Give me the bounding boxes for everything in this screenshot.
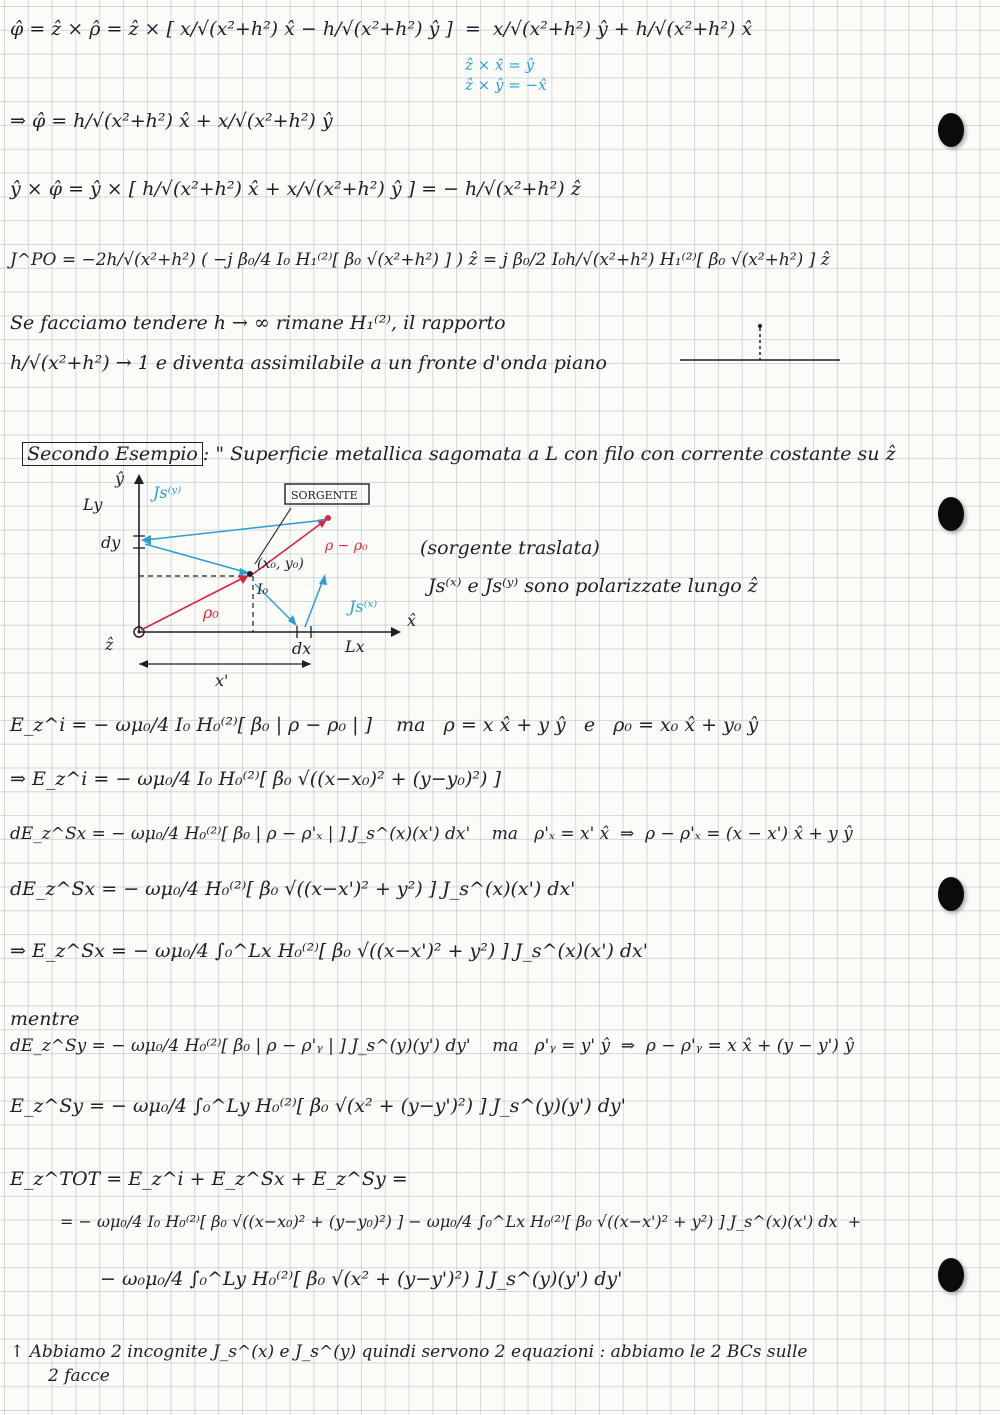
x-axis-label: x̂ [407,611,417,630]
ray-from-dx [305,580,323,627]
binder-hole-2 [938,497,964,531]
y-axis-label: ŷ [115,469,125,488]
jsy-label: Js⁽ʸ⁾ [153,483,182,502]
side-note-cross-2: ẑ × ŷ = −x̂ [465,76,547,94]
equation-phi-hat-cross: φ̂ = ẑ × ρ̂ = ẑ × [ x/√(x²+h²) x̂ − h/√(x²+h²) ŷ ] = x/√(x²+h²) ŷ + h/√(x²+h²) x̂ [10,18,753,40]
source-point [325,515,331,521]
rho-minus-rho0-label: ρ − ρ₀ [325,538,368,554]
equation-e-total-expanded-2: − ω₀μ₀/4 ∫₀^Ly H₀⁽²⁾[ β₀ √(x² + (y−y')²) ] J_s^(y)(y') dy' [100,1268,623,1290]
equation-e-incident-explicit: ⇒ E_z^i = − ωμ₀/4 I₀ H₀⁽²⁾[ β₀ √((x−x₀)² + (y−y₀)²) ] [10,768,501,790]
binder-hole-1 [938,113,964,147]
note-unknowns-continued: 2 facce [48,1366,110,1386]
source-label: SORGENTE [291,489,358,502]
word-mentre: mentre [10,1008,80,1030]
z-axis-label: ẑ [105,635,114,654]
ray-from-dy [145,544,245,572]
rho0-label: ρ₀ [203,603,219,622]
note-plane-wave: h/√(x²+h²) → 1 e diventa assimilabile a un fronte d'onda piano [10,352,607,374]
dx-label: dx [292,639,312,658]
equation-e-sx-integral: ⇒ E_z^Sx = − ωμ₀/4 ∫₀^Lx H₀⁽²⁾[ β₀ √((x−x')² + y²) ] J_s^(x)(x') dx' [10,940,648,962]
i0-label: I₀ [257,582,269,598]
ray-to-dy [145,520,325,540]
binder-hole-4 [938,1258,964,1292]
section-heading-line [10,420,940,466]
lx-label: Lx [345,637,365,656]
jsx-label: Js⁽ˣ⁾ [349,597,378,616]
equation-de-sx: dE_z^Sx = − ωμ₀/4 H₀⁽²⁾[ β₀ | ρ − ρ'ₓ | ] J_s^(x)(x') dx' ma ρ'ₓ = x' x̂ ⇒ ρ − ρ'ₓ = (x − x') x̂ + y ŷ [10,824,853,844]
source-i0-point [247,571,253,577]
diagram-caption-translated-source: (sorgente traslata) [420,537,600,559]
equation-e-incident: E_z^i = − ωμ₀/4 I₀ H₀⁽²⁾[ β₀ | ρ − ρ₀ | ] ma ρ = x x̂ + y ŷ e ρ₀ = x₀ x̂ + y₀ ŷ [10,714,759,736]
equation-e-total: E_z^TOT = E_z^i + E_z^Sx + E_z^Sy = [10,1168,408,1190]
y-axis-arrow [134,474,144,484]
side-note-cross-1: ẑ × x̂ = ŷ [465,56,535,74]
x-prime-label: x' [215,671,229,690]
binder-hole-3 [938,877,964,911]
equation-y-cross-phi: ŷ × φ̂ = ŷ × [ h/√(x²+h²) x̂ + x/√(x²+h²) ŷ ] = − h/√(x²+h²) ẑ [10,178,581,200]
section-heading-secondo-esempio: Secondo Esempio [22,442,203,466]
x0y0-label: (x₀, y₀) [257,556,304,572]
plane-wave-sketch [680,320,840,370]
equation-phi-hat-result: ⇒ φ̂ = h/√(x²+h²) x̂ + x/√(x²+h²) ŷ [10,110,333,132]
equation-de-sx-explicit: dE_z^Sx = − ωμ₀/4 H₀⁽²⁾[ β₀ √((x−x')² + y²) ] J_s^(x)(x') dx' [10,878,576,900]
note-limit-h: Se facciamo tendere h → ∞ rimane H₁⁽²⁾, il rapporto [10,312,506,334]
ly-label: Ly [83,495,103,514]
equation-e-sy-integral: E_z^Sy = − ωμ₀/4 ∫₀^Ly H₀⁽²⁾[ β₀ √(x² + (y−y')²) ] J_s^(y)(y') dy' [10,1095,626,1117]
rho0-vector [141,578,243,630]
dy-label: dy [101,533,121,552]
note-unknowns: ↑ Abbiamo 2 incognite J_s^(x) e J_s^(y) quindi servono 2 equazioni : abbiamo le 2 BCs sulle [10,1342,808,1362]
equation-e-total-expanded-1: = − ωμ₀/4 I₀ H₀⁽²⁾[ β₀ √((x−x₀)² + (y−y₀)²) ] − ωμ₀/4 ∫₀^Lx H₀⁽²⁾[ β₀ √((x−x')² + y²) ] J_s^(x)(x') dx + [60,1212,862,1231]
x-axis-arrow [391,627,401,637]
section-description: : " Superficie metallica sagomata a L con filo con corrente costante su ẑ [202,442,896,465]
equation-j-po: J^PO = −2h/√(x²+h²) ( −j β₀/4 I₀ H₁⁽²⁾[ β₀ √(x²+h²) ] ) ẑ = j β₀/2 I₀h/√(x²+h²) H₁⁽²⁾[ β₀ √(x²+h²) ] ẑ [10,250,830,270]
l-surface-diagram [83,469,440,697]
equation-de-sy: dE_z^Sy = − ωμ₀/4 H₀⁽²⁾[ β₀ | ρ − ρ'ᵧ | ] J_s^(y)(y') dy' ma ρ'ᵧ = y' ŷ ⇒ ρ − ρ'ᵧ = x x̂ + (y − y') ŷ [10,1036,854,1056]
diagram-caption-polarization: Js⁽ˣ⁾ e Js⁽ʸ⁾ sono polarizzate lungo ẑ [428,575,758,597]
